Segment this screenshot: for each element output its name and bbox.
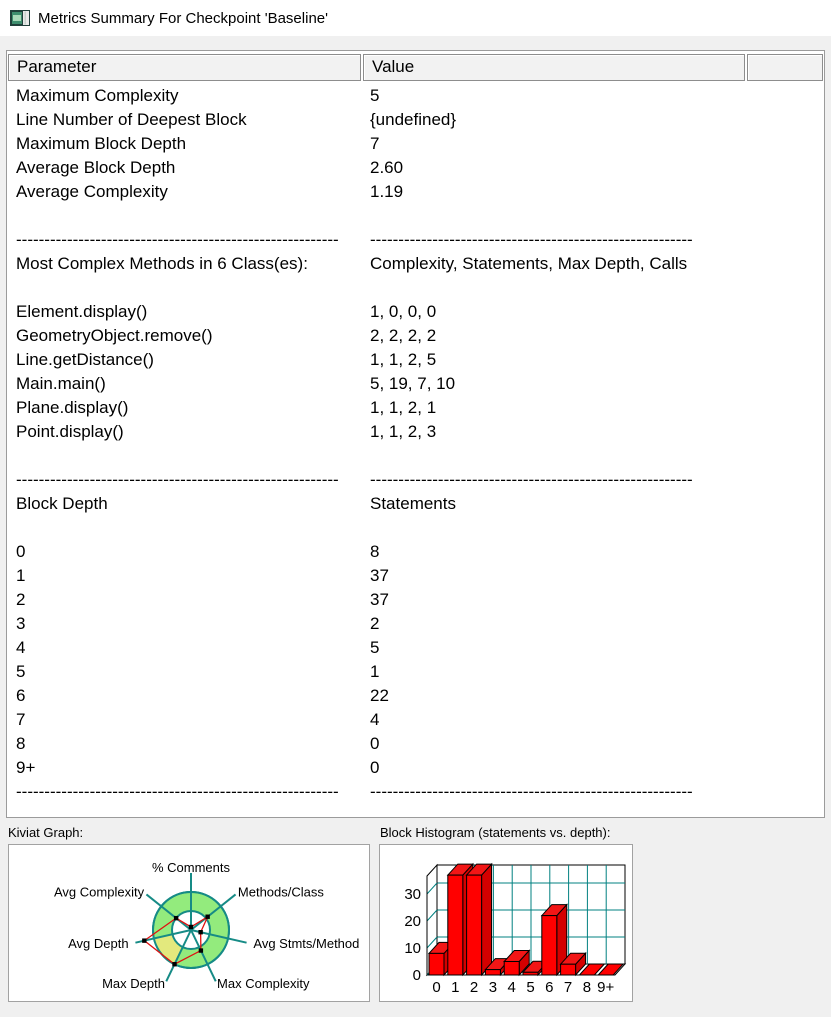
table-row[interactable] xyxy=(8,396,823,420)
param-cell: 8 xyxy=(16,734,26,753)
kiviat-axis-label: Methods/Class xyxy=(237,884,324,900)
value-cell: 2 xyxy=(370,614,380,633)
param-cell: Maximum Complexity xyxy=(16,86,179,105)
value-cell: 0 xyxy=(370,734,380,753)
param-cell: GeometryObject.remove() xyxy=(16,326,213,345)
kiviat-graph-panel xyxy=(8,844,370,1002)
param-cell xyxy=(8,204,370,228)
param-cell: 1 xyxy=(16,566,26,585)
listview-body xyxy=(8,84,823,816)
table-row[interactable] xyxy=(8,564,823,588)
metrics-window-icon xyxy=(10,10,30,26)
param-cell: Block Depth xyxy=(16,494,108,513)
value-cell xyxy=(370,516,823,540)
value-cell xyxy=(370,276,823,300)
value-cell: 5 xyxy=(370,86,380,105)
value-cell xyxy=(370,444,823,468)
hist-ytick-label: 30 xyxy=(404,886,421,903)
param-cell: Line.getDistance() xyxy=(16,350,154,369)
table-row[interactable] xyxy=(8,84,823,108)
table-row[interactable] xyxy=(8,732,823,756)
blank-row[interactable] xyxy=(8,516,823,540)
titlebar xyxy=(0,0,831,36)
hist-ytick-label: 0 xyxy=(412,967,421,984)
table-row[interactable] xyxy=(8,756,823,780)
table-row[interactable] xyxy=(8,300,823,324)
param-cell: Point.display() xyxy=(16,422,124,441)
hist-xtick-label: 2 xyxy=(469,979,479,996)
value-cell: Statements xyxy=(370,494,456,513)
param-cell: --------------------------------------------------------- xyxy=(16,782,339,801)
value-cell: 4 xyxy=(370,710,380,729)
param-cell: 2 xyxy=(16,590,26,609)
param-cell: Main.main() xyxy=(16,374,106,393)
value-cell: 7 xyxy=(370,134,380,153)
metrics-listview xyxy=(6,50,825,818)
separator-row[interactable] xyxy=(8,780,823,804)
table-row[interactable] xyxy=(8,420,823,444)
listview-header xyxy=(8,54,823,81)
value-cell: 0 xyxy=(370,758,380,777)
param-cell: Line Number of Deepest Block xyxy=(16,110,247,129)
param-cell: 3 xyxy=(16,614,26,633)
kiviat-chart xyxy=(9,845,369,1001)
block-histogram-chart xyxy=(380,845,632,1001)
table-row[interactable] xyxy=(8,660,823,684)
window-title: Metrics Summary For Checkpoint 'Baseline' xyxy=(38,9,328,27)
param-cell: Maximum Block Depth xyxy=(16,134,187,153)
value-cell: 2.60 xyxy=(370,158,404,177)
separator-row[interactable] xyxy=(8,228,823,252)
kiviat-graph-label: Kiviat Graph: xyxy=(8,825,84,840)
table-row[interactable] xyxy=(8,348,823,372)
hist-xtick-label: 0 xyxy=(432,979,441,996)
value-cell: 1, 0, 0, 0 xyxy=(370,302,437,321)
param-cell: 5 xyxy=(16,662,26,681)
column-header-empty[interactable] xyxy=(747,54,823,81)
table-row[interactable] xyxy=(8,636,823,660)
value-cell xyxy=(370,204,823,228)
param-cell: Average Complexity xyxy=(16,182,168,201)
kiviat-axis-label: Avg Depth xyxy=(68,936,129,952)
value-cell: --------------------------------------------------------- xyxy=(370,230,693,249)
param-cell: --------------------------------------------------------- xyxy=(16,470,339,489)
param-cell: 6 xyxy=(16,686,26,705)
hist-xtick-label: 9+ xyxy=(597,979,615,996)
value-cell: --------------------------------------------------------- xyxy=(370,782,693,801)
hist-xtick-label: 1 xyxy=(451,979,460,996)
hist-ytick-label: 10 xyxy=(404,940,421,957)
blank-row[interactable] xyxy=(8,444,823,468)
value-cell: 1 xyxy=(370,662,380,681)
value-cell: Complexity, Statements, Max Depth, Calls xyxy=(370,254,688,273)
kiviat-axis-label: Avg Stmts/Method xyxy=(253,936,360,952)
block-histogram-label: Block Histogram (statements vs. depth): xyxy=(380,825,611,840)
param-cell: 7 xyxy=(16,710,26,729)
table-row[interactable] xyxy=(8,132,823,156)
param-cell: --------------------------------------------------------- xyxy=(16,230,339,249)
kiviat-axis-label: Max Complexity xyxy=(217,976,310,992)
param-cell: Plane.display() xyxy=(16,398,129,417)
table-row[interactable] xyxy=(8,588,823,612)
table-row[interactable] xyxy=(8,540,823,564)
value-cell: 1, 1, 2, 5 xyxy=(370,350,437,369)
param-cell xyxy=(8,444,370,468)
value-cell: 2, 2, 2, 2 xyxy=(370,326,437,345)
param-cell xyxy=(8,516,370,540)
table-row[interactable] xyxy=(8,492,823,516)
value-cell: 37 xyxy=(370,590,389,609)
table-row[interactable] xyxy=(8,180,823,204)
table-row[interactable] xyxy=(8,372,823,396)
value-cell: 5, 19, 7, 10 xyxy=(370,374,456,393)
hist-xtick-label: 3 xyxy=(488,979,498,996)
table-row[interactable] xyxy=(8,108,823,132)
table-row[interactable] xyxy=(8,708,823,732)
param-cell: 0 xyxy=(16,542,26,561)
value-cell: 5 xyxy=(370,638,380,657)
table-row[interactable] xyxy=(8,156,823,180)
kiviat-axis-label: Avg Complexity xyxy=(54,884,145,900)
value-cell: 37 xyxy=(370,566,389,585)
table-row[interactable] xyxy=(8,612,823,636)
value-cell: --------------------------------------------------------- xyxy=(370,470,693,489)
value-cell: {undefined} xyxy=(370,110,457,129)
param-cell: 9+ xyxy=(16,758,36,777)
table-row[interactable] xyxy=(8,324,823,348)
hist-ytick-label: 20 xyxy=(404,913,421,930)
param-cell: Average Block Depth xyxy=(16,158,176,177)
column-header-parameter[interactable]: Parameter xyxy=(8,54,361,81)
kiviat-axis-label: Max Depth xyxy=(102,976,165,992)
block-histogram-panel xyxy=(379,844,633,1002)
hist-xtick-label: 4 xyxy=(507,979,516,996)
value-cell: 22 xyxy=(370,686,389,705)
blank-row[interactable] xyxy=(8,276,823,300)
value-cell: 8 xyxy=(370,542,380,561)
separator-row[interactable] xyxy=(8,468,823,492)
hist-xtick-label: 5 xyxy=(526,979,535,996)
kiviat-axis-label: % Comments xyxy=(151,860,231,875)
param-cell: Most Complex Methods in 6 Class(es): xyxy=(16,254,308,273)
param-cell: 4 xyxy=(16,638,26,657)
value-cell: 1, 1, 2, 3 xyxy=(370,422,437,441)
table-row[interactable] xyxy=(8,684,823,708)
table-row[interactable] xyxy=(8,252,823,276)
blank-row[interactable] xyxy=(8,204,823,228)
value-cell: 1.19 xyxy=(370,182,404,201)
hist-xtick-label: 8 xyxy=(582,979,592,996)
hist-xtick-label: 7 xyxy=(563,979,573,996)
hist-xtick-label: 6 xyxy=(545,979,554,996)
param-cell xyxy=(8,276,370,300)
param-cell: Element.display() xyxy=(16,302,148,321)
value-cell: 1, 1, 2, 1 xyxy=(370,398,437,417)
column-header-value[interactable]: Value xyxy=(363,54,745,81)
